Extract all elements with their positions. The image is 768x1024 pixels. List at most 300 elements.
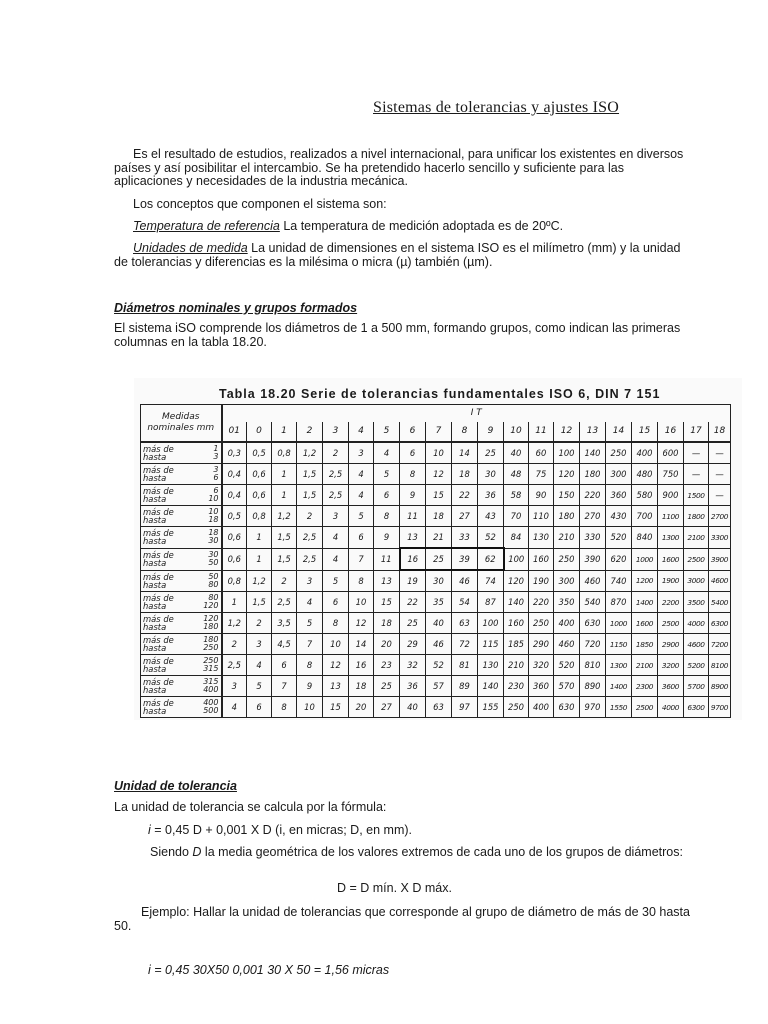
tolerance-value-cell: 8 (349, 570, 374, 592)
tolerance-value-cell: 40 (426, 613, 452, 634)
tolerance-value-cell: 0,6 (222, 548, 247, 570)
tolerance-value-cell: 2500 (658, 613, 684, 634)
tolerance-value-cell: 1850 (632, 634, 658, 655)
tolerance-value-cell: 810 (580, 655, 606, 676)
mas-de-label: más de (143, 571, 174, 582)
range-to: 18 (208, 515, 219, 524)
example-paragraph: Ejemplo: Hallar la unidad de tolerancias que corresponde al grupo de diámetro de más de 30 hasta 50. (114, 905, 690, 933)
tolerance-value-cell: 700 (632, 506, 658, 527)
tolerance-value-cell: 250 (504, 697, 529, 718)
tolerance-value-cell: 22 (452, 485, 478, 506)
tolerance-value-cell: 16 (349, 655, 374, 676)
tolerance-value-cell: 97 (452, 697, 478, 718)
tolerance-value-cell: 180 (554, 506, 580, 527)
tolerance-value-cell: 8 (297, 655, 323, 676)
tolerance-value-cell: 9 (400, 485, 426, 506)
tolerance-value-cell: 23 (374, 655, 400, 676)
diameter-range-label (141, 655, 222, 676)
tolerance-value-cell: 110 (529, 506, 554, 527)
table-title: Tabla 18.20 Serie de tolerancias fundamentales ISO 6, DIN 7 151 (219, 387, 661, 401)
tolerance-value-cell: 2500 (684, 548, 709, 570)
tolerance-value-cell: 250 (554, 548, 580, 570)
it-grade-header: 1 (272, 422, 297, 442)
tolerance-unit-line: La unidad de tolerancia se calcula por la fórmula: (114, 800, 387, 814)
tolerance-value-cell: 2200 (658, 592, 684, 613)
mas-de-label: más de (143, 635, 174, 645)
tolerance-value-cell: 220 (580, 485, 606, 506)
tolerance-value-cell: 5400 (709, 592, 731, 613)
diameter-range-label (141, 697, 222, 718)
tolerance-value-cell: 63 (452, 613, 478, 634)
tolerance-value-cell: 9700 (709, 697, 731, 718)
page-title: Sistemas de tolerancias y ajustes ISO (373, 99, 620, 116)
tolerance-value-cell: 18 (426, 506, 452, 527)
tolerance-value-cell: 7 (297, 634, 323, 655)
range-to: 120 (203, 601, 219, 610)
tolerance-value-cell: 5700 (684, 676, 709, 697)
tolerance-value-cell: 46 (426, 634, 452, 655)
tolerance-value-cell: 36 (478, 485, 504, 506)
tolerance-value-cell: 5 (374, 464, 400, 485)
range-from: 10 (208, 507, 219, 516)
tolerance-value-cell: 1300 (606, 655, 632, 676)
temperature-term: Temperatura de referencia (133, 219, 280, 233)
diameters-paragraph: El sistema iSO comprende los diámetros de 1 a 500 mm, formando grupos, como indican las primeras columnas en la tabla 18.20. (114, 321, 681, 349)
tolerance-value-cell: 1 (222, 592, 247, 613)
tolerance-value-cell: 10 (426, 442, 452, 464)
table-row (141, 655, 731, 676)
hasta-label: hasta (143, 622, 167, 632)
mas-de-label: más de (143, 507, 174, 517)
tolerance-value-cell: 48 (504, 464, 529, 485)
range-to: 315 (203, 664, 219, 673)
tolerance-value-cell: 40 (504, 442, 529, 464)
tolerance-value-cell: 1000 (606, 613, 632, 634)
d-formula: D = D mín. X D máx. (337, 881, 452, 895)
tolerance-value-cell: 390 (580, 548, 606, 570)
tolerance-value-cell: 130 (529, 527, 554, 549)
tolerance-value-cell: 6 (247, 697, 272, 718)
tolerance-value-cell: — (709, 485, 731, 506)
tolerance-value-cell: 1 (247, 527, 272, 549)
tolerance-value-cell: 30 (426, 570, 452, 592)
range-from: 400 (203, 698, 219, 707)
tolerance-value-cell: 40 (400, 697, 426, 718)
tolerance-value-cell: 1100 (658, 506, 684, 527)
tolerance-value-cell: 8 (374, 506, 400, 527)
range-from: 80 (208, 593, 219, 602)
mas-de-label: más de (143, 614, 174, 624)
tolerance-value-cell: 460 (580, 570, 606, 592)
tolerance-value-cell: 2500 (632, 697, 658, 718)
example-result: i = 0,45 30X50 0,001 30 X 50 = 1,56 micras (148, 963, 390, 977)
tolerance-value-cell: 540 (580, 592, 606, 613)
concepts-intro: Los conceptos que componen el sistema son: (133, 197, 387, 211)
tolerance-value-cell: 18 (374, 613, 400, 634)
hasta-label: hasta (143, 706, 167, 716)
tolerance-value-cell: 520 (606, 527, 632, 549)
hasta-label: hasta (143, 558, 167, 568)
tolerance-value-cell: 140 (478, 676, 504, 697)
tolerance-value-cell: 11 (374, 548, 400, 570)
tolerance-value-cell: 1900 (658, 570, 684, 592)
tolerance-value-cell: 75 (529, 464, 554, 485)
tolerance-value-cell: 25 (400, 613, 426, 634)
table-row (141, 485, 731, 506)
tolerance-value-cell: 15 (374, 592, 400, 613)
tolerance-value-cell: 12 (349, 613, 374, 634)
tolerance-unit-heading: Unidad de tolerancia (114, 779, 237, 793)
tolerance-value-cell: 7200 (709, 634, 731, 655)
temperature-text: La temperatura de medición adoptada es de 20ºC. (279, 219, 564, 233)
tolerance-value-cell: 33 (452, 527, 478, 549)
diameters-heading: Diámetros nominales y grupos formados (114, 301, 358, 315)
tolerance-value-cell: 3 (323, 506, 349, 527)
tolerance-value-cell: 8100 (709, 655, 731, 676)
it-grade-header: 10 (504, 422, 529, 442)
tolerance-value-cell: 480 (632, 464, 658, 485)
tolerance-value-cell: 1500 (684, 485, 709, 506)
hasta-label: hasta (143, 664, 167, 674)
it-grade-header: 9 (478, 422, 504, 442)
tolerance-value-cell: 14 (349, 634, 374, 655)
tolerance-value-cell: 2300 (632, 676, 658, 697)
tolerance-value-cell: 570 (554, 676, 580, 697)
it-grade-header: 15 (632, 422, 658, 442)
tolerance-value-cell: 1400 (606, 676, 632, 697)
it-grade-header: 14 (606, 422, 632, 442)
tolerance-value-cell: 4 (247, 655, 272, 676)
tolerance-value-cell: 220 (529, 592, 554, 613)
range-to: 50 (208, 558, 219, 567)
tolerance-value-cell: 27 (374, 697, 400, 718)
siendo-paragraph: Siendo D la media geométrica de los valores extremos de cada uno de los grupos de diámetros: (150, 845, 683, 859)
tolerance-value-cell: 2 (323, 442, 349, 464)
range-from: 50 (208, 571, 219, 581)
tolerance-value-cell: 115 (478, 634, 504, 655)
tolerance-value-cell: 20 (349, 697, 374, 718)
tolerance-value-cell: 11 (400, 506, 426, 527)
tolerance-value-cell: 4 (323, 548, 349, 570)
tolerance-value-cell: 63 (426, 697, 452, 718)
tolerance-value-cell: 460 (554, 634, 580, 655)
tolerance-value-cell: 520 (554, 655, 580, 676)
tolerance-value-cell: 6300 (684, 697, 709, 718)
tolerance-value-cell: 100 (478, 613, 504, 634)
tolerance-value-cell: 89 (452, 676, 478, 697)
tolerance-value-cell: 350 (554, 592, 580, 613)
tolerance-value-cell: 210 (504, 655, 529, 676)
tolerance-value-cell: 0,4 (222, 485, 247, 506)
tolerance-formula: i = 0,45 D + 0,001 X D (i, en micras; D, en mm). (148, 823, 412, 837)
tolerance-value-cell: 1,5 (297, 485, 323, 506)
tolerance-value-cell: 52 (478, 527, 504, 549)
tolerance-value-cell: 0,6 (222, 527, 247, 549)
table-row (141, 592, 731, 613)
tolerance-value-cell: 22 (400, 592, 426, 613)
tolerance-value-cell: 4000 (658, 697, 684, 718)
tolerance-value-cell: 52 (426, 655, 452, 676)
tolerance-value-cell: — (709, 442, 731, 464)
tolerance-value-cell: 30 (478, 464, 504, 485)
tolerance-value-cell: 35 (426, 592, 452, 613)
tolerance-value-cell: 185 (504, 634, 529, 655)
tolerance-value-cell: 0,5 (222, 506, 247, 527)
tolerance-value-cell: 2,5 (323, 485, 349, 506)
tolerance-value-cell: 18 (349, 676, 374, 697)
tolerance-value-cell: 5200 (684, 655, 709, 676)
it-grade-header: 16 (658, 422, 684, 442)
tolerance-value-cell: 900 (658, 485, 684, 506)
tolerance-value-cell: 2700 (709, 506, 731, 527)
tolerance-table (140, 404, 731, 718)
diameter-range-label (141, 570, 222, 592)
tolerance-value-cell: 1,2 (297, 442, 323, 464)
tolerance-value-cell: 2 (297, 506, 323, 527)
tolerance-value-cell: 10 (297, 697, 323, 718)
diameter-range-label (141, 506, 222, 527)
tolerance-value-cell: 300 (554, 570, 580, 592)
it-grade-header: 17 (684, 422, 709, 442)
tolerance-value-cell: 4,5 (272, 634, 297, 655)
tolerance-value-cell: 430 (606, 506, 632, 527)
tolerance-value-cell: 750 (658, 464, 684, 485)
hasta-label: hasta (143, 601, 167, 611)
tolerance-value-cell: 6 (272, 655, 297, 676)
tolerance-value-cell: 1,5 (272, 527, 297, 549)
range-to: 10 (208, 494, 219, 503)
tolerance-value-cell: 230 (504, 676, 529, 697)
tolerance-value-cell: 3500 (684, 592, 709, 613)
tolerance-value-cell: 4600 (709, 570, 731, 592)
diameter-range-label (141, 592, 222, 613)
it-grade-header: 0 (247, 422, 272, 442)
tolerance-value-cell: 140 (580, 442, 606, 464)
tolerance-value-cell: 81 (452, 655, 478, 676)
tolerance-value-cell: 3300 (709, 527, 731, 549)
tolerance-value-cell: 8 (272, 697, 297, 718)
range-to: 80 (208, 579, 219, 589)
tolerance-value-cell: 4 (349, 485, 374, 506)
table-row (141, 634, 731, 655)
tolerance-value-cell: 4 (374, 442, 400, 464)
mas-de-label: más de (143, 698, 174, 708)
tolerance-value-cell: 9 (374, 527, 400, 549)
tolerance-value-cell: 9 (297, 676, 323, 697)
tolerance-value-cell: 72 (452, 634, 478, 655)
tolerance-value-cell: 12 (323, 655, 349, 676)
tolerance-value-cell: 1,2 (222, 613, 247, 634)
tolerance-value-cell: 180 (580, 464, 606, 485)
tolerance-value-cell: 970 (580, 697, 606, 718)
tolerance-value-cell: 1150 (606, 634, 632, 655)
tolerance-value-cell: 630 (580, 613, 606, 634)
tolerance-value-cell: 600 (658, 442, 684, 464)
units-term: Unidades de medida (133, 241, 248, 255)
mas-de-label: más de (143, 486, 174, 496)
tolerance-value-cell: 36 (400, 676, 426, 697)
tolerance-value-cell: 1550 (606, 697, 632, 718)
it-grade-header: 18 (709, 422, 731, 442)
tolerance-value-cell: 2 (222, 634, 247, 655)
tolerance-value-cell: 2,5 (272, 592, 297, 613)
range-from: 180 (203, 635, 219, 644)
table-row (141, 548, 731, 570)
tolerance-value-cell: 1000 (632, 548, 658, 570)
hasta-label: hasta (143, 473, 167, 483)
table-row (141, 676, 731, 697)
tolerance-value-cell: 3 (297, 570, 323, 592)
temperature-paragraph (114, 220, 690, 234)
tolerance-value-cell: 54 (452, 592, 478, 613)
table-row (141, 442, 731, 464)
tolerance-value-cell: 5 (297, 613, 323, 634)
table-row (141, 613, 731, 634)
tolerance-value-cell: 25 (426, 548, 452, 570)
range-from: 6 (213, 486, 219, 495)
tolerance-value-cell: 0,8 (247, 506, 272, 527)
tolerance-value-cell: 580 (632, 485, 658, 506)
tolerance-value-cell: 8 (323, 613, 349, 634)
tolerance-value-cell: 2,5 (297, 527, 323, 549)
tolerance-value-cell: 39 (452, 548, 478, 570)
range-to: 400 (203, 685, 219, 694)
tolerance-value-cell: 1,5 (247, 592, 272, 613)
tolerance-value-cell: 2,5 (222, 655, 247, 676)
it-grade-header: 5 (374, 422, 400, 442)
tolerance-value-cell: 2 (272, 570, 297, 592)
table-row (141, 570, 731, 592)
tolerance-value-cell: 1800 (684, 506, 709, 527)
it-grade-header: 8 (452, 422, 478, 442)
tolerance-value-cell: 10 (323, 634, 349, 655)
range-to: 6 (213, 473, 219, 482)
tolerance-value-cell: 160 (529, 548, 554, 570)
tolerance-value-cell: 360 (606, 485, 632, 506)
range-to: 500 (203, 706, 219, 715)
tolerance-value-cell: 6 (323, 592, 349, 613)
tolerance-value-cell: 15 (323, 697, 349, 718)
it-header: I T (222, 405, 731, 422)
tolerance-value-cell: 2100 (684, 527, 709, 549)
it-grade-header: 2 (297, 422, 323, 442)
tolerance-value-cell: 1300 (658, 527, 684, 549)
table-row (141, 527, 731, 549)
tolerance-value-cell: 14 (452, 442, 478, 464)
tolerance-value-cell: 210 (554, 527, 580, 549)
tolerance-value-cell: 6300 (709, 613, 731, 634)
tolerance-value-cell: 29 (400, 634, 426, 655)
tolerance-value-cell: 6 (349, 527, 374, 549)
tolerance-value-cell: 15 (426, 485, 452, 506)
tolerance-value-cell: 0,4 (222, 464, 247, 485)
tolerance-value-cell: 25 (478, 442, 504, 464)
tolerance-value-cell: 6 (374, 485, 400, 506)
tolerance-value-cell: 25 (374, 676, 400, 697)
tolerance-value-cell: 2100 (632, 655, 658, 676)
tolerance-value-cell: 740 (606, 570, 632, 592)
tolerance-value-cell: 84 (504, 527, 529, 549)
mas-de-label: más de (143, 656, 174, 666)
tolerance-value-cell: 100 (554, 442, 580, 464)
tolerance-value-cell: 4000 (684, 613, 709, 634)
tolerance-value-cell: 630 (554, 697, 580, 718)
tolerance-value-cell: 57 (426, 676, 452, 697)
tolerance-value-cell: 20 (374, 634, 400, 655)
diameter-range-label (141, 613, 222, 634)
tolerance-value-cell: 13 (400, 527, 426, 549)
tolerance-value-cell: 0,8 (222, 570, 247, 592)
range-from: 315 (203, 677, 219, 686)
tolerance-value-cell: 46 (452, 570, 478, 592)
tolerance-value-cell: 12 (426, 464, 452, 485)
tolerance-value-cell: 90 (529, 485, 554, 506)
tolerance-value-cell: 620 (606, 548, 632, 570)
tolerance-value-cell: 4 (349, 464, 374, 485)
tolerance-value-cell: 13 (374, 570, 400, 592)
tolerance-value-cell: — (684, 442, 709, 464)
hasta-label: hasta (143, 452, 167, 462)
mas-de-label: más de (143, 444, 174, 454)
tolerance-value-cell: 43 (478, 506, 504, 527)
tolerance-value-cell: 1 (272, 464, 297, 485)
tolerance-value-cell: 400 (632, 442, 658, 464)
it-grade-header: 11 (529, 422, 554, 442)
range-from: 1 (213, 444, 219, 453)
tolerance-value-cell: 0,6 (247, 485, 272, 506)
it-grades-row (141, 422, 731, 442)
table-row (141, 506, 731, 527)
tolerance-value-cell: 3900 (709, 548, 731, 570)
tolerance-value-cell: 1200 (632, 570, 658, 592)
tolerance-value-cell: 1400 (632, 592, 658, 613)
hasta-label: hasta (143, 579, 167, 590)
range-to: 3 (213, 452, 219, 461)
tolerance-value-cell: 13 (323, 676, 349, 697)
tolerance-value-cell: 320 (529, 655, 554, 676)
tolerance-value-cell: 160 (504, 613, 529, 634)
range-from: 250 (203, 656, 219, 665)
tolerance-value-cell: 70 (504, 506, 529, 527)
tolerance-value-cell: 150 (554, 485, 580, 506)
tolerance-value-cell: 250 (606, 442, 632, 464)
tolerance-value-cell: 155 (478, 697, 504, 718)
range-to: 250 (203, 643, 219, 652)
tolerance-value-cell: — (709, 464, 731, 485)
tolerance-value-cell: 2,5 (297, 548, 323, 570)
tolerance-value-cell: 8900 (709, 676, 731, 697)
it-grade-header: 4 (349, 422, 374, 442)
tolerance-value-cell: — (684, 464, 709, 485)
tolerance-value-cell: 27 (452, 506, 478, 527)
range-from: 18 (208, 528, 219, 538)
tolerance-value-cell: 6 (400, 442, 426, 464)
tolerance-value-cell: 16 (400, 548, 426, 570)
tolerance-value-cell: 58 (504, 485, 529, 506)
hasta-label: hasta (143, 494, 167, 504)
tolerance-value-cell: 10 (349, 592, 374, 613)
tolerance-value-cell: 330 (580, 527, 606, 549)
tolerance-value-cell: 2900 (658, 634, 684, 655)
it-grade-header: 7 (426, 422, 452, 442)
tolerance-value-cell: 1600 (658, 548, 684, 570)
tolerance-value-cell: 62 (478, 548, 504, 570)
units-text: La unidad de dimensiones en el sistema ISO es el milímetro (mm) y la unidad de tolerancias y diferencias es la milésima o micra (µ) también (µm). (114, 241, 681, 269)
tolerance-value-cell: 4 (297, 592, 323, 613)
tolerance-value-cell: 1,2 (247, 570, 272, 592)
range-from: 30 (208, 550, 219, 559)
tolerance-value-cell: 3600 (658, 676, 684, 697)
